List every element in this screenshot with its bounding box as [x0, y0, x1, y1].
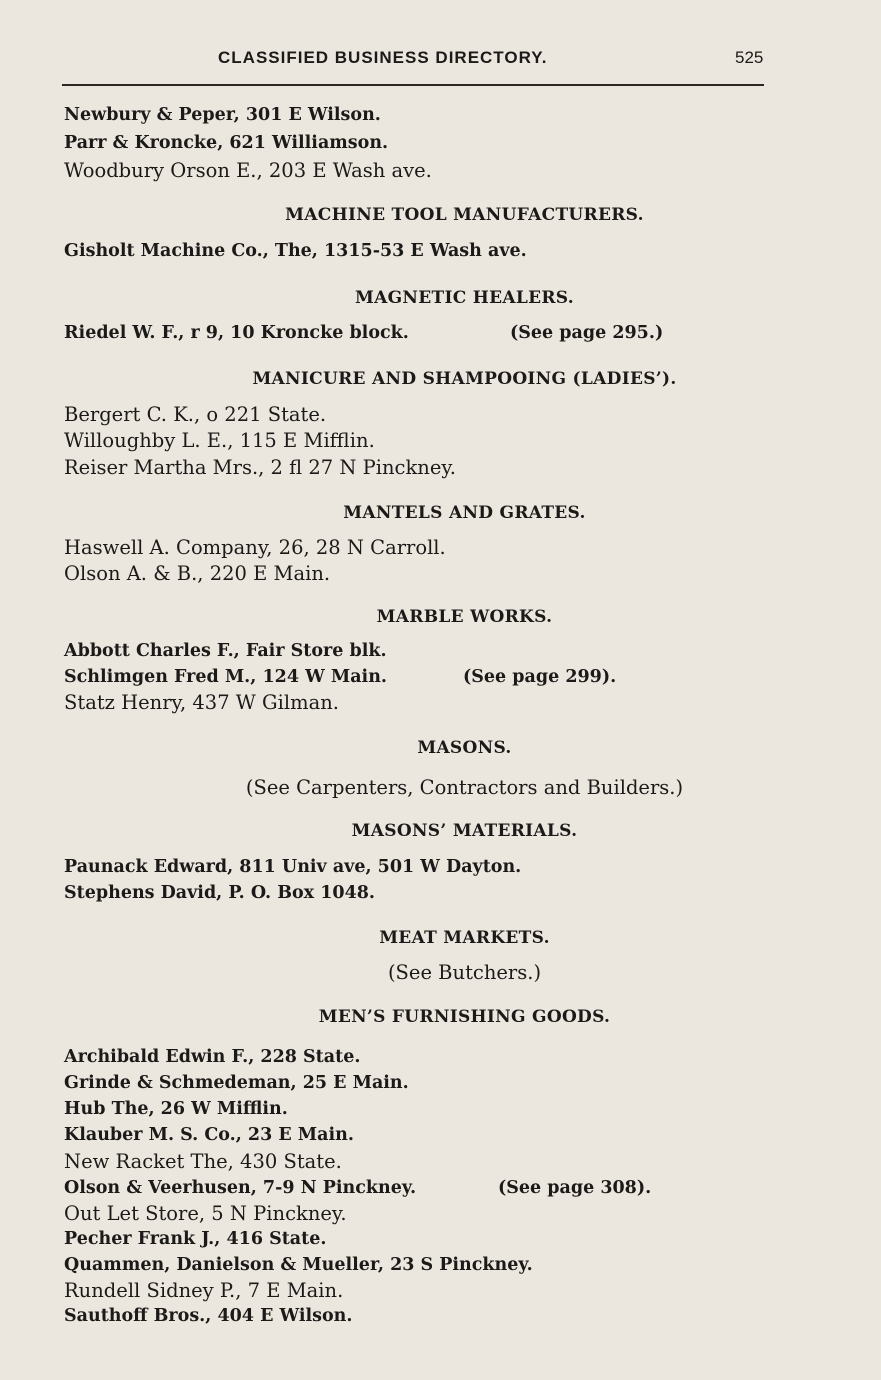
list-item: Gisholt Machine Co., The, 1315-53 E Wash ave. [64, 241, 527, 261]
running-head: CLASSIFIED BUSINESS DIRECTORY. [218, 48, 548, 67]
section-heading: MEN’S FURNISHING GOODS. [318, 1007, 611, 1027]
list-item: Hub The, 26 W Mifflin. [64, 1099, 288, 1119]
list-item: New Racket The, 430 State. [64, 1150, 342, 1173]
list-item: Stephens David, P. O. Box 1048. [64, 883, 376, 903]
list-item: Schlimgen Fred M., 124 W Main. [64, 667, 388, 687]
list-item: Reiser Martha Mrs., 2 fl 27 N Pinckney. [64, 456, 457, 479]
section-heading: MEAT MARKETS. [379, 928, 550, 948]
list-item: Newbury & Peper, 301 E Wilson. [64, 105, 381, 125]
list-item: Paunack Edward, 811 Univ ave, 501 W Dayton. [64, 857, 522, 877]
section-heading: MAGNETIC HEALERS. [354, 288, 574, 308]
list-item: Grinde & Schmedeman, 25 E Main. [64, 1073, 409, 1093]
list-item: Pecher Frank J., 416 State. [64, 1229, 327, 1249]
list-item: Olson A. & B., 220 E Main. [64, 562, 331, 585]
list-item: Parr & Kroncke, 621 Williamson. [64, 133, 389, 153]
list-item: Willoughby L. E., 115 E Mifflin. [64, 429, 375, 452]
list-item: Statz Henry, 437 W Gilman. [64, 691, 339, 714]
list-item: Out Let Store, 5 N Pinckney. [64, 1202, 347, 1225]
cross-reference-note: (See Carpenters, Contractors and Builders.) [245, 776, 684, 799]
list-item: Riedel W. F., r 9, 10 Kroncke block. [64, 323, 409, 343]
section-heading: MASONS. [417, 738, 512, 758]
see-page-note: (See page 299). [463, 667, 617, 687]
list-item: Rundell Sidney P., 7 E Main. [64, 1279, 344, 1302]
section-heading: MACHINE TOOL MANUFACTURERS. [285, 205, 644, 225]
section-heading: MANICURE AND SHAMPOOING (LADIES’). [252, 369, 677, 389]
list-item: Abbott Charles F., Fair Store blk. [64, 641, 387, 661]
see-page-note: (See page 308). [498, 1178, 652, 1198]
section-heading: MASONS’ MATERIALS. [351, 821, 578, 841]
list-item: Olson & Veerhusen, 7-9 N Pinckney. [64, 1178, 417, 1198]
list-item: Klauber M. S. Co., 23 E Main. [64, 1125, 354, 1145]
list-item: Sauthoff Bros., 404 E Wilson. [64, 1306, 353, 1326]
see-page-note: (See page 295.) [510, 323, 664, 343]
section-heading: MARBLE WORKS. [376, 607, 553, 627]
list-item: Archibald Edwin F., 228 State. [64, 1047, 361, 1067]
page-number: 525 [735, 48, 764, 67]
list-item: Bergert C. K., o 221 State. [64, 403, 327, 426]
cross-reference-note: (See Butchers.) [387, 961, 542, 984]
list-item: Haswell A. Company, 26, 28 N Carroll. [64, 536, 446, 559]
section-heading: MANTELS AND GRATES. [343, 503, 586, 523]
list-item: Quammen, Danielson & Mueller, 23 S Pinckney. [64, 1255, 533, 1275]
list-item: Woodbury Orson E., 203 E Wash ave. [64, 159, 432, 182]
